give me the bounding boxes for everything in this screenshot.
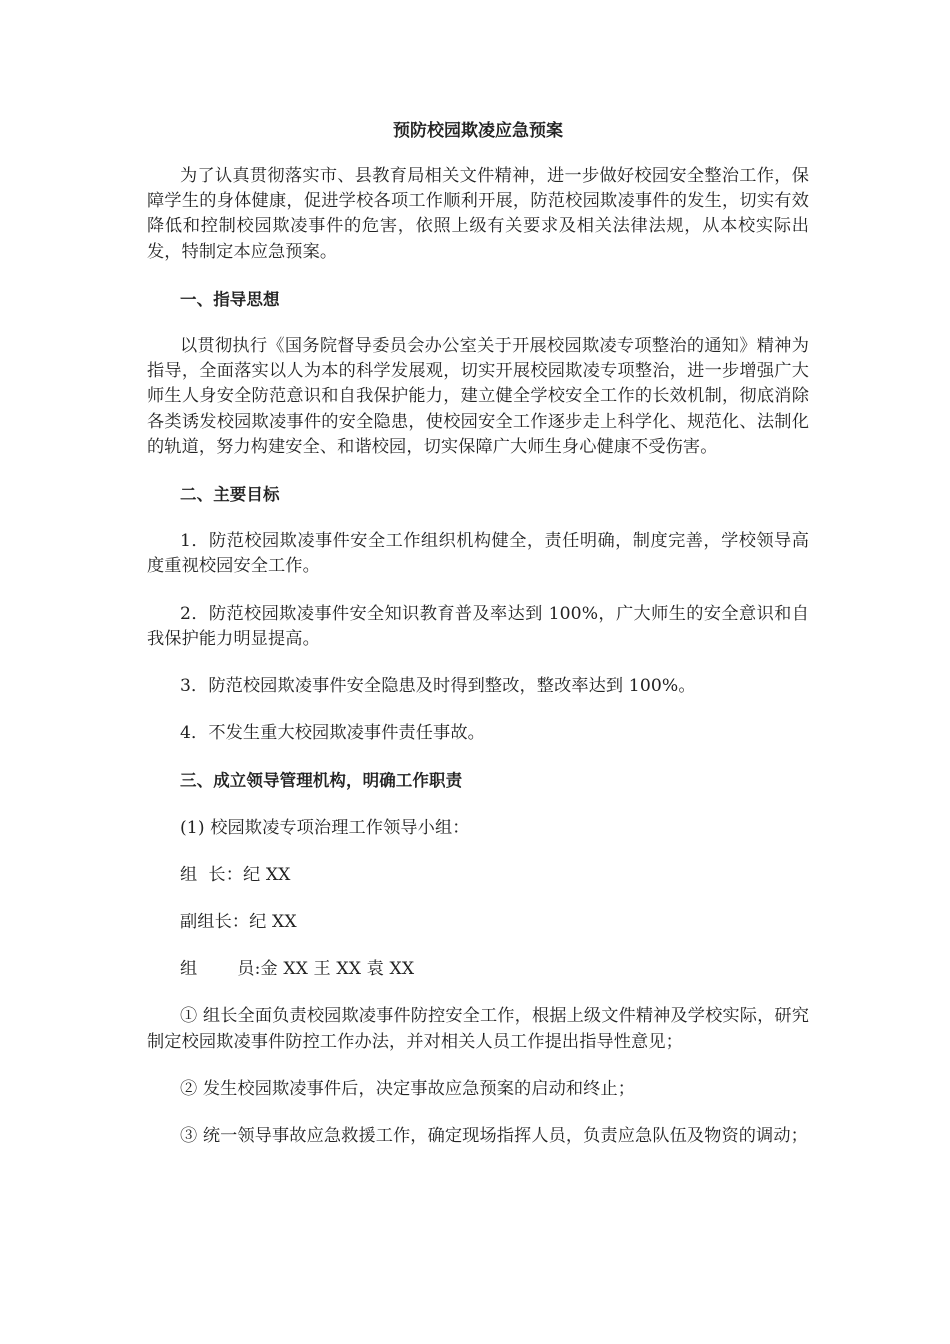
group-members-value: 员:金 XX 王 XX 袁 XX xyxy=(237,959,415,980)
group-deputy-leader: 副组长：纪 XX xyxy=(180,912,297,933)
goal-item-3: 3．防范校园欺凌事件安全隐患及时得到整改，整改率达到 100%。 xyxy=(180,676,696,697)
group-members-label: 组 xyxy=(180,959,198,980)
goal-item-4: 4．不发生重大校园欺凌事件责任事故。 xyxy=(180,723,485,744)
section-heading-guiding-ideology: 一、指导思想 xyxy=(180,289,280,309)
section-heading-leadership: 三、成立领导管理机构，明确工作职责 xyxy=(180,771,463,791)
section-heading-main-goals: 二、主要目标 xyxy=(180,485,280,505)
guiding-ideology-paragraph: 以贯彻执行《国务院督导委员会办公室关于开展校园欺凌专项整治的通知》精神为指导，全面落实以人为本的科学发展观，切实开展校园欺凌专项整治，进一步增强广大师生人身安全防范意识和自我保护能力，建立健全学校安全工作的长效机制，彻底消除各类诱发校园欺凌事件的安全隐患，使校园安全工作逐步走上科学化、规范化、法制化的轨道，努力构建安全、和谐校园，切实保障广大师生身心健康不受伤害。 xyxy=(147,336,809,457)
intro-paragraph: 为了认真贯彻落实市、县教育局相关文件精神，进一步做好校园安全整治工作，保障学生的身体健康，促进学校各项工作顺利开展，防范校园欺凌事件的发生，切实有效降低和控制校园欺凌事件的危害，依照上级有关要求及相关法律法规，从本校实际出发，特制定本应急预案。 xyxy=(147,166,809,262)
document-title: 预防校园欺凌应急预案 xyxy=(393,121,563,141)
group-leader: 组 长：纪 XX xyxy=(180,864,291,885)
duty-item-2: ② 发生校园欺凌事件后，决定事故应急预案的启动和终止； xyxy=(180,1078,636,1099)
leadership-group-title: (1) 校园欺凌专项治理工作领导小组： xyxy=(180,817,470,838)
goal-item-1: 1．防范校园欺凌事件安全工作组织机构健全，责任明确，制度完善，学校领导高度重视校园安全工作。 xyxy=(147,531,809,577)
goal-item-2: 2．防范校园欺凌事件安全知识教育普及率达到 100%，广大师生的安全意识和自我保护能力明显提高。 xyxy=(147,603,809,649)
duty-item-1: ① 组长全面负责校园欺凌事件防控安全工作，根据上级文件精神及学校实际，研究制定校园欺凌事件防控工作办法，并对相关人员工作提出指导性意见； xyxy=(147,1006,809,1052)
group-members xyxy=(147,957,809,982)
document-page xyxy=(147,118,809,1171)
duty-item-3: ③ 统一领导事故应急救援工作，确定现场指挥人员，负责应急队伍及物资的调动； xyxy=(180,1126,808,1147)
